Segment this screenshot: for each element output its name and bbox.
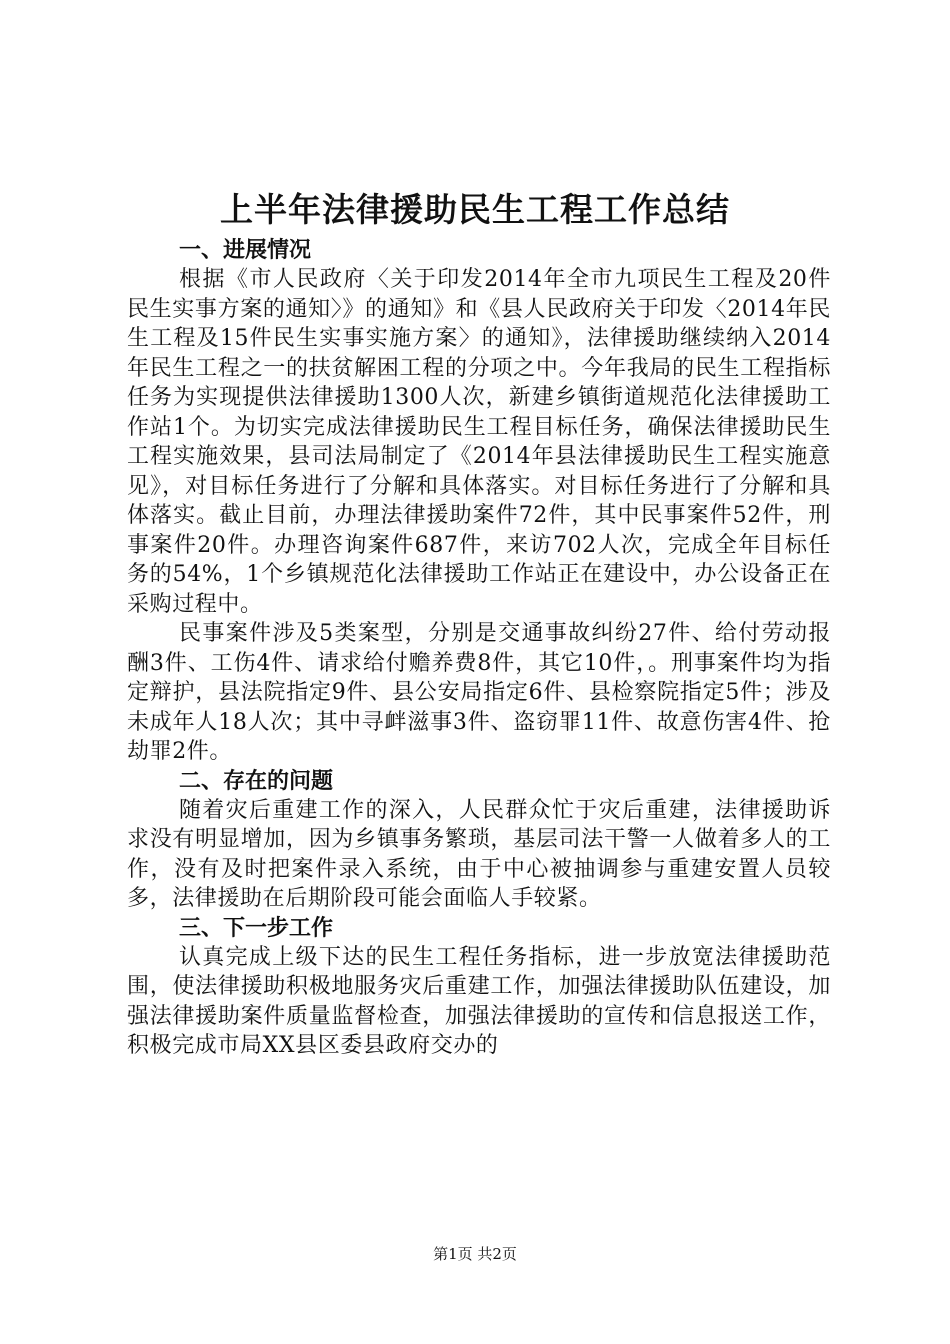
section-next-steps — [127, 914, 831, 1061]
paragraph: 根据《市人民政府〈关于印发2014年全市九项民生工程及20件民生实事方案的通知〉》的通知》和《县人民政府关于印发〈2014年民生工程及15件民生实事实施方案〉的通知》，法律援助继续纳入2014年民生工程之一的扶贫解困工程的分项之中。今年我局的民生工程指标任务为实现提供法律援助1300人次，新建乡镇街道规范化法律援助工作站1个。为切实完成法律援助民生工程目标任务，确保法律援助民生工程实施效果，县司法局制定了《2014年县法律援助民生工程实施意见》，对目标任务进行了分解和具体落实。对目标任务进行了分解和具体落实。截止目前，办理法律援助案件72件，其中民事案件52件，刑事案件20件。办理咨询案件687件，来访702人次，完成全年目标任务的54%，1个乡镇规范化法律援助工作站正在建设中，办公设备正在采购过程中。 — [127, 267, 831, 617]
page-footer: 第1页 共2页 — [433, 1245, 517, 1263]
section-progress — [127, 236, 831, 767]
document-title: 上半年法律援助民生工程工作总结 — [220, 190, 730, 229]
paragraph: 认真完成上级下达的民生工程任务指标，进一步放宽法律援助范围，使法律援助积极地服务灾后重建工作，加强法律援助队伍建设，加强法律援助案件质量监督检查，加强法律援助的宣传和信息报送工作，积极完成市局XX县区委县政府交办的 — [127, 944, 831, 1058]
section-heading: 二、存在的问题 — [179, 768, 334, 794]
document-body — [127, 236, 831, 1061]
section-problems — [127, 767, 831, 914]
section-heading: 一、进展情况 — [179, 238, 312, 263]
paragraph: 民事案件涉及5类案型，分别是交通事故纠纷27件、给付劳动报酬3件、工伤4件、请求给付赡养费8件，其它10件，。刑事案件均为指定辩护，县法院指定9件、县公安局指定6件、县检察院指定5件；涉及未成年人18人次；其中寻衅滋事3件、盗窃罪11件、故意伤害4件、抢劫罪2件。 — [127, 621, 831, 764]
section-heading: 三、下一步工作 — [179, 915, 334, 941]
paragraph: 随着灾后重建工作的深入，人民群众忙于灾后重建，法律援助诉求没有明显增加，因为乡镇事务繁琐，基层司法干警一人做着多人的工作，没有及时把案件录入系统，由于中心被抽调参与重建安置人员较多，法律援助在后期阶段可能会面临人手较紧。 — [127, 797, 831, 911]
